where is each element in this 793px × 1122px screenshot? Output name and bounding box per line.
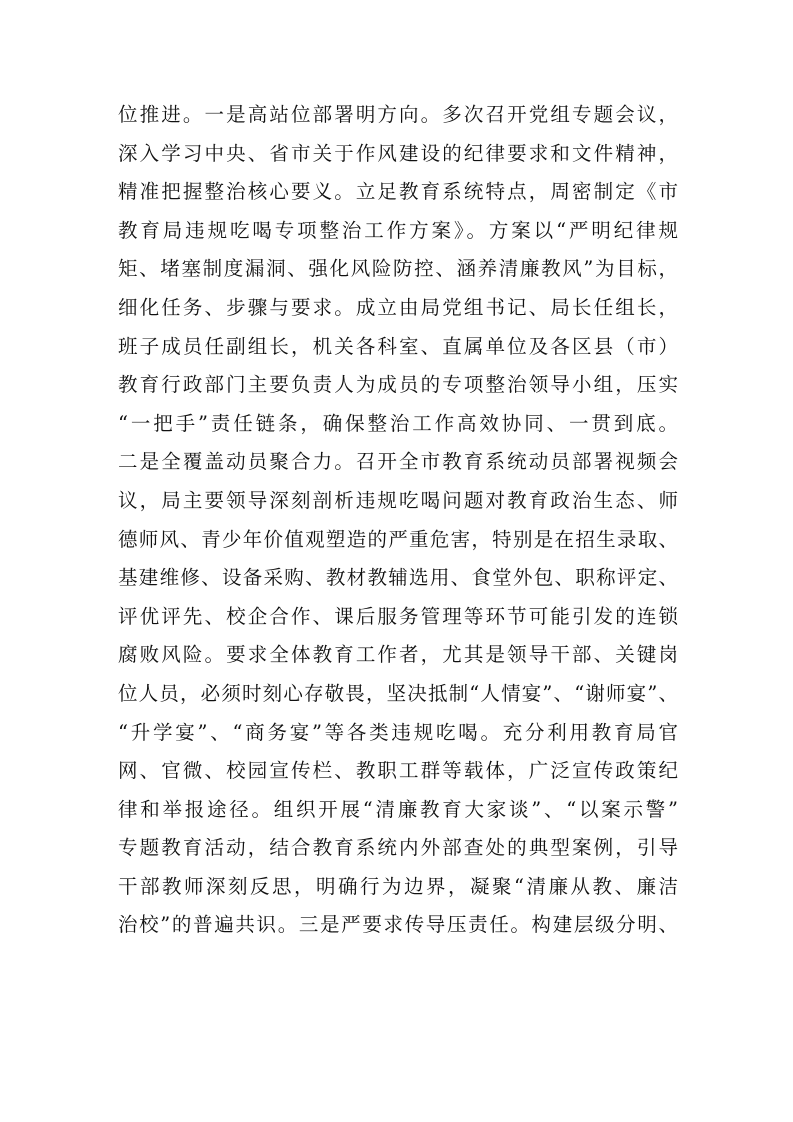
text-line: 德师风、青少年价值观塑造的严重危害，特别是在招生录取、 <box>118 527 678 551</box>
text-line: 评优评先、校企合作、课后服务管理等环节可能引发的连锁 <box>118 604 678 628</box>
text-line: 专题教育活动，结合教育系统内外部查处的典型案例，引导 <box>118 836 678 860</box>
text-line: 位人员，必须时刻心存敬畏，坚决抵制“人情宴”、“谢师宴”、 <box>118 681 678 705</box>
text-line: 教育行政部门主要负责人为成员的专项整治领导小组，压实 <box>118 373 678 397</box>
text-line: 教育局违规吃喝专项整治工作方案》。方案以“严明纪律规 <box>118 218 678 242</box>
text-line: “一把手”责任链条，确保整治工作高效协同、一贯到底。 <box>118 411 678 435</box>
text-line: 网、官微、校园宣传栏、教职工群等载体，广泛宣传政策纪 <box>118 759 678 783</box>
text-line: “升学宴”、“商务宴”等各类违规吃喝。充分利用教育局官 <box>118 720 678 744</box>
text-line: 细化任务、步骤与要求。成立由局党组书记、局长任组长， <box>118 295 678 319</box>
text-line: 精准把握整治核心要义。立足教育系统特点，周密制定《市 <box>118 180 678 204</box>
text-line: 治校”的普遍共识。三是严要求传导压责任。构建层级分明、 <box>118 913 678 937</box>
text-line: 议，局主要领导深刻剖析违规吃喝问题对教育政治生态、师 <box>118 488 678 512</box>
text-line: 律和举报途径。组织开展“清廉教育大家谈”、“以案示警” <box>118 797 678 821</box>
text-line: 腐败风险。要求全体教育工作者，尤其是领导干部、关键岗 <box>118 643 678 667</box>
text-line: 基建维修、设备采购、教材教辅选用、食堂外包、职称评定、 <box>118 566 678 590</box>
text-line: 位推进。一是高站位部署明方向。多次召开党组专题会议， <box>118 103 678 126</box>
text-line: 班子成员任副组长，机关各科室、直属单位及各区县（市） <box>118 334 678 358</box>
text-line: 深入学习中央、省市关于作风建设的纪律要求和文件精神， <box>118 141 678 165</box>
body-text <box>118 96 678 945</box>
text-line: 二是全覆盖动员聚合力。召开全市教育系统动员部署视频会 <box>118 450 678 474</box>
text-line: 矩、堵塞制度漏洞、强化风险防控、涵养清廉教风”为目标， <box>118 257 678 281</box>
text-line: 干部教师深刻反思，明确行为边界，凝聚“清廉从教、廉洁 <box>118 874 678 898</box>
